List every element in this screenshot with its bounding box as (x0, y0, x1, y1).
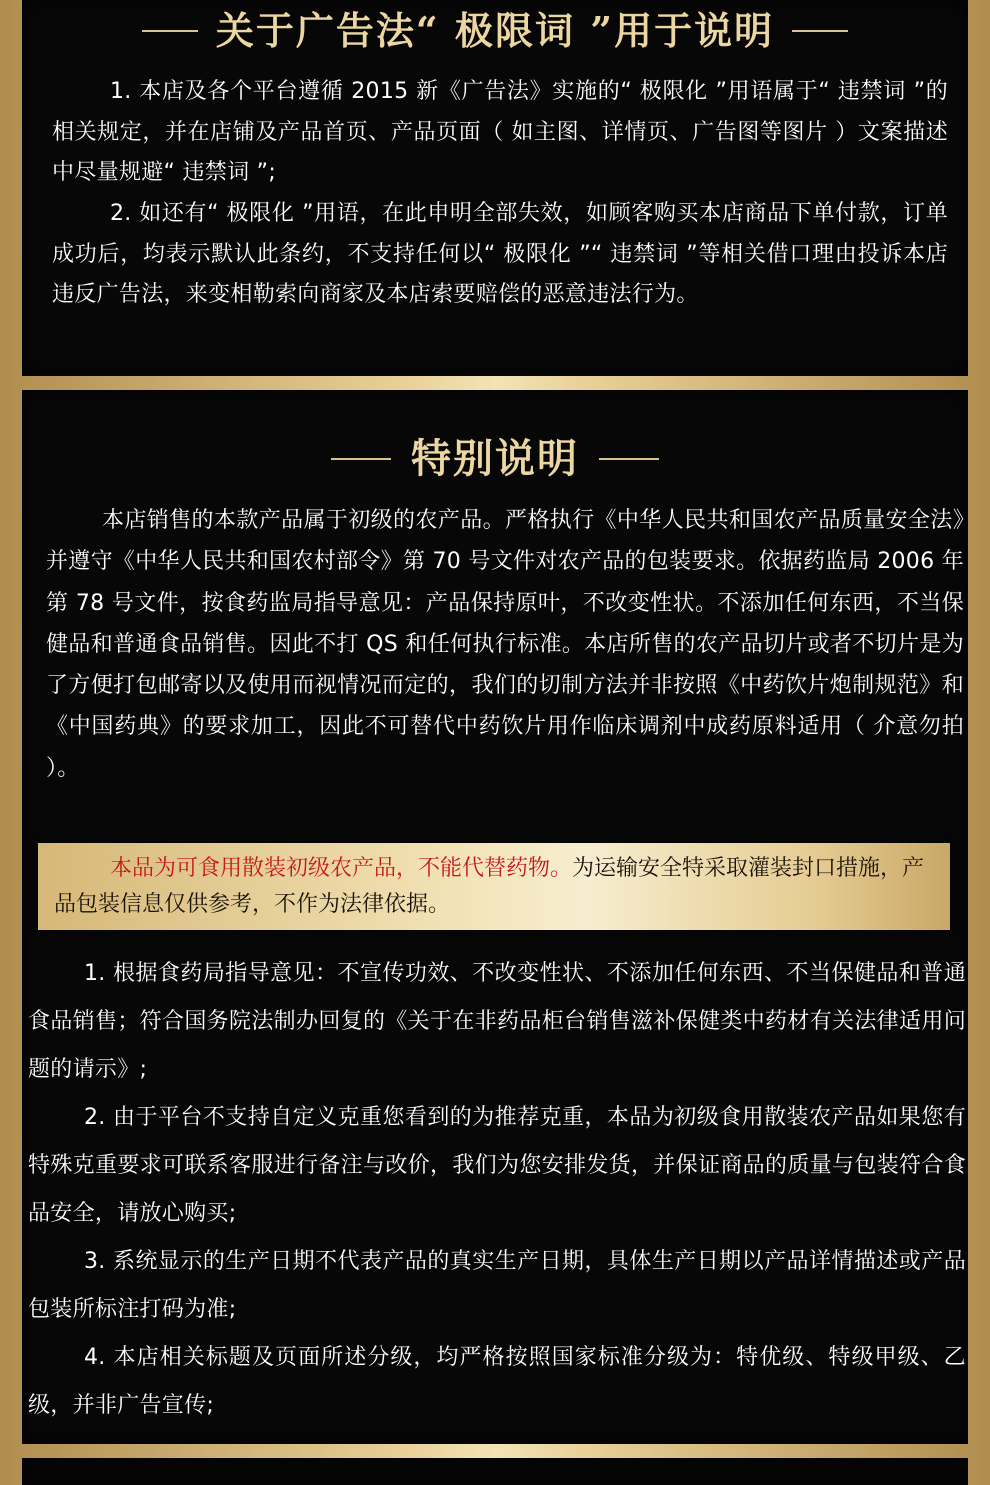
notice-item-4: 4. 本店相关标题及页面所述分级，均严格按照国家标准分级为：特优级、特级甲级、乙级，并非广告宣传; (28, 1345, 966, 1418)
callout-box (38, 843, 950, 930)
notice-item-1: 1. 根据食药局指导意见：不宣传功效、不改变性状、不添加任何东西、不当保健品和普通食品销售；符合国务院法制办回复的《关于在非药品柜台销售滋补保健类中药材有关法律适用问题的请示》; (28, 961, 966, 1082)
callout-text (54, 851, 934, 923)
callout-red-text: 本品为可食用散装初级农产品，不能代替药物。 (110, 856, 573, 881)
title-left-rule (331, 458, 391, 460)
ad-law-title-text: 关于广告法“ 极限词 ”用于说明 (215, 7, 775, 53)
special-notice-intro: 本店销售的本款产品属于初级的农产品。严格执行《中华人民共和国农产品质量安全法》并遵守《中华人民共和国农村部令》第 70 号文件对农产品的包装要求。依据药监局 2006 年第 78 号文件，按食药监局指导意见：产品保持原叶，不改变性状。不添加任何东西，不当保健品和普通食品销售。因此不打 QS 和任何执行标准。本店所售的农产品切片或者不切片是为了方便打包邮寄以及使用而视情况而定的，我们的切制方法并非按照《中药饮片炮制规范》和《中国药典》的要求加工，因此不可替代中药饮片用作临床调剂中成药原料适用（ 介意勿拍 ）。 (46, 508, 964, 781)
title-right-rule (599, 458, 659, 460)
notice-item-2: 2. 由于平台不支持自定义克重您看到的为推荐克重，本品为初级食用散装农产品如果您有特殊克重要求可联系客服进行备注与改价，我们为您安排发货，并保证商品的质量与包装符合食品安全，请放心购买; (28, 1105, 966, 1226)
callout-rest-text: 为运输安全特采取灌装封口措施，产品包装信息仅供参考，不作为法律依据。 (54, 856, 925, 917)
ad-law-para-1: 1. 本店及各个平台遵循 2015 新《广告法》实施的“ 极限化 ”用语属于“ 违禁词 ”的相关规定，并在店铺及产品首页、产品页面（ 如主图、详情页、广告图等图片 ）文案描述中尽量规避“ 违禁词 ”; (52, 79, 948, 186)
title-left-rule (142, 30, 198, 32)
ad-law-panel (22, 0, 968, 376)
title-right-rule (792, 30, 848, 32)
notice-item-3: 3. 系统显示的生产日期不代表产品的真实生产日期，具体生产日期以产品详情描述或产品包装所标注打码为准; (28, 1249, 966, 1322)
ad-law-para-2: 2. 如还有“ 极限化 ”用语，在此申明全部失效，如顾客购买本店商品下单付款，订单成功后，均表示默认此条约，不支持任何以“ 极限化 ”“ 违禁词 ”等相关借口理由投诉本店违反广告法，来变相勒索向商家及本店索要赔偿的恶意违法行为。 (52, 201, 948, 308)
next-panel-edge (22, 1458, 968, 1485)
ad-law-title (22, 2, 968, 56)
special-notice-title-text: 特别说明 (411, 435, 579, 482)
special-notice-title (22, 428, 968, 487)
